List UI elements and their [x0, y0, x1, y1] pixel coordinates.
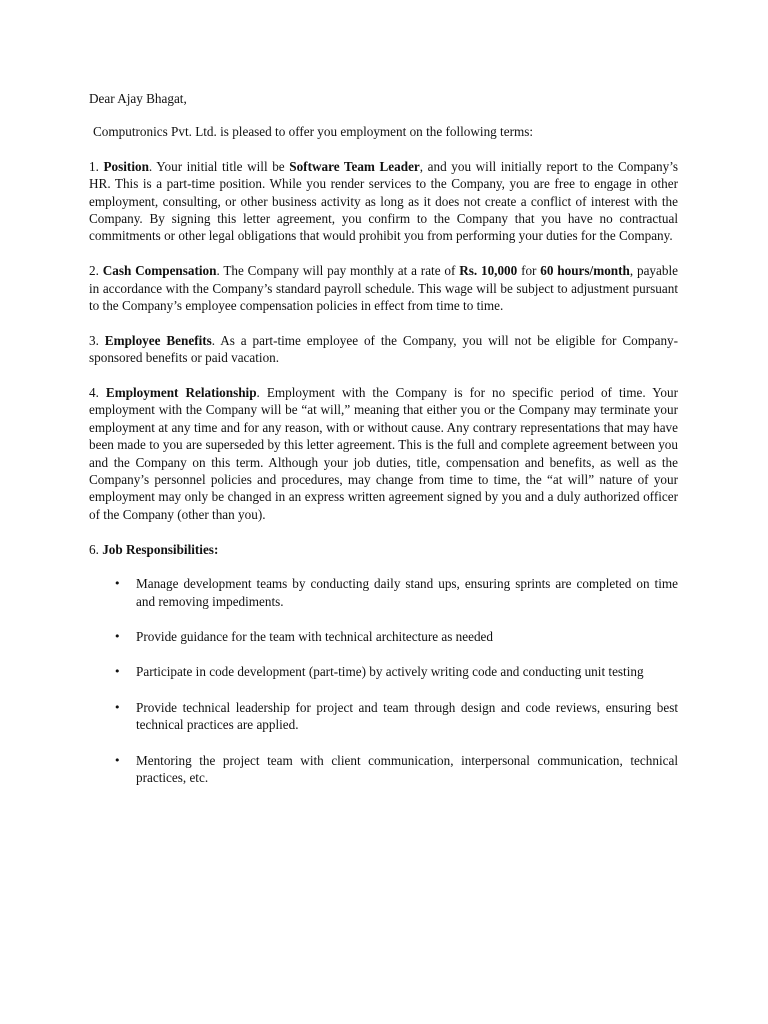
job-title: Software Team Leader [289, 158, 420, 174]
monthly-hours: 60 hours/month [540, 263, 630, 279]
section-text: . The Company will pay monthly at a rate of [216, 263, 460, 279]
list-item-text: Participate in code development (part-time) by actively writing code and conducting unit testing [136, 664, 644, 680]
list-item [89, 663, 678, 680]
section-position [89, 158, 678, 245]
salutation: Dear Ajay Bhagat, [89, 91, 187, 106]
list-item [89, 752, 678, 787]
intro-paragraph: Computronics Pvt. Ltd. is pleased to offer you employment on the following terms: [93, 124, 534, 140]
section-text: . Your initial title will be [148, 158, 290, 174]
list-item [89, 575, 678, 610]
bullet-icon: • [114, 700, 121, 714]
section-text: , and you will initially report to the Company’s HR. This is a part-time position. While you render services to the Company, you are free to engage in other employment, consulting, or other business activity as long as it does not create a conflict of interest with the Company. By signing this letter agreement, you confirm to the Company that you have no contractual commitments or other legal obligations that would prohibit you from performing your duties for the Company. [89, 158, 679, 244]
list-item-text: Provide guidance for the team with technical architecture as needed [136, 628, 494, 644]
section-heading: Job Responsibilities: [102, 541, 219, 557]
section-heading: Employment Relationship [105, 385, 257, 401]
bullet-icon: • [114, 753, 121, 767]
section-number: 4. [89, 385, 99, 401]
section-number: 3. [89, 332, 99, 348]
responsibilities-list [89, 575, 678, 786]
section-job-responsibilities [89, 541, 678, 558]
list-item-text: Manage development teams by conducting daily stand ups, ensuring sprints are completed on time and removing impediments. [136, 576, 678, 609]
section-heading: Employee Benefits [104, 332, 212, 348]
offer-letter [89, 90, 678, 804]
monthly-rate: Rs. 10,000 [459, 263, 518, 279]
section-text: , payable in accordance with the Company’s standard payroll schedule. This wage will be subject to adjustment pursuant to the Company’s employee compensation policies in effect from time to time. [89, 263, 678, 314]
list-item-text: Provide technical leadership for project and team through design and code reviews, ensuring best technical practices are applied. [136, 699, 678, 733]
section-heading: Position [103, 158, 149, 174]
list-item [89, 699, 678, 734]
section-cash-compensation [89, 262, 678, 314]
section-text: . As a part-time employee of the Company, you will not be eligible for Company-sponsored benefits or paid vacation. [89, 332, 679, 366]
section-employee-benefits [89, 332, 678, 367]
bullet-icon: • [114, 665, 121, 679]
section-number: 2. [89, 263, 99, 279]
section-text: for [517, 263, 541, 279]
section-employment-relationship [89, 384, 678, 523]
section-number: 1. [89, 158, 99, 174]
section-heading: Cash Compensation [102, 263, 217, 279]
bullet-icon: • [114, 629, 121, 643]
bullet-icon: • [114, 577, 121, 591]
list-item [89, 628, 678, 645]
list-item-text: Mentoring the project team with client communication, interpersonal communication, technical practices, etc. [136, 752, 678, 785]
section-number: 6. [89, 541, 99, 557]
section-text: . Employment with the Company is for no specific period of time. Your employment with the Company will be “at will,” meaning that either you or the Company may terminate your employment at any time and for any reason, with or without cause. Any contrary representations that may have been made to you are superseded by this letter agreement. This is the full and complete agreement between you and the Company on this term. Although your job duties, title, compensation and benefits, as well as the Company’s personnel policies and procedures, may change from time to time, the “at will” nature of your employment may only be changed in an express written agreement signed by you and a duly authorized officer of the Company (other than you). [89, 385, 678, 522]
